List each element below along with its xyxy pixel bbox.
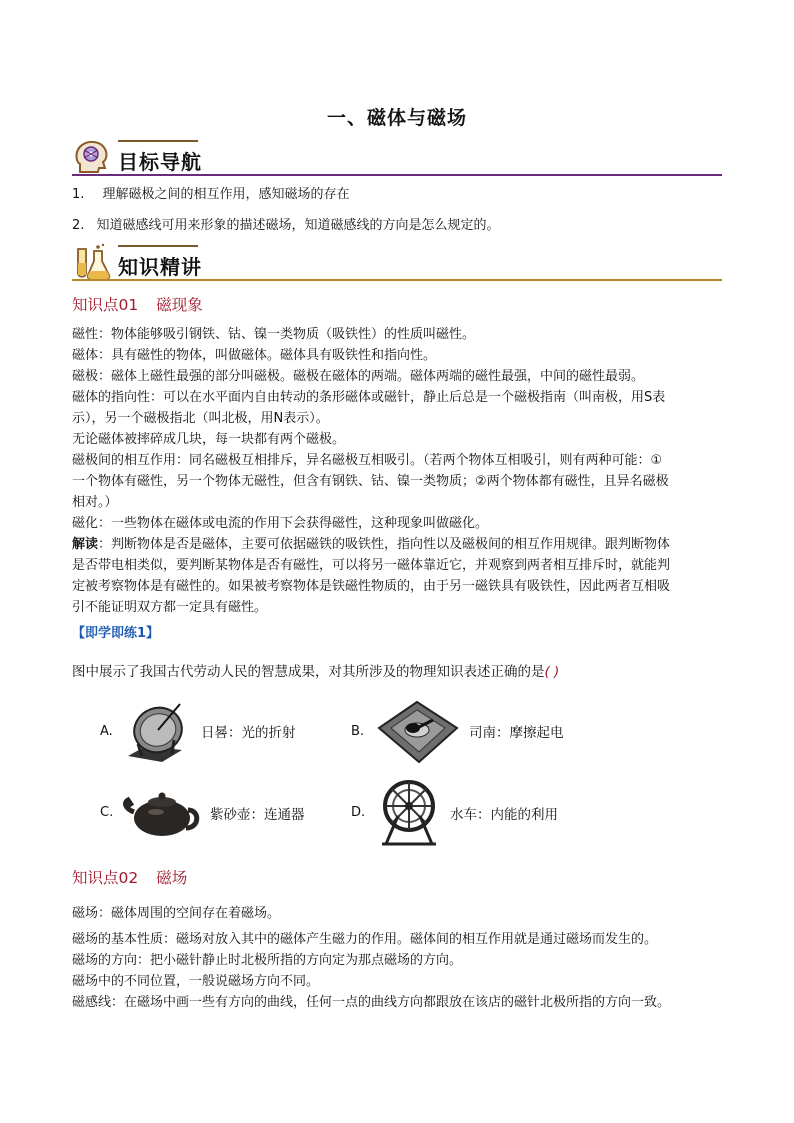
section-title: 知识精讲	[118, 255, 202, 279]
option-letter: B.	[351, 724, 365, 739]
sundial-icon	[122, 700, 194, 764]
option-text: 司南：摩擦起电	[469, 725, 564, 741]
text-line: 相对。）	[72, 495, 118, 510]
practice-label: 【即学即练1】	[72, 626, 160, 641]
text-line: 磁场中的不同位置，一般说磁场方向不同。	[72, 974, 320, 989]
goal-item	[72, 215, 724, 236]
explanation-label: 解读	[72, 537, 99, 552]
option-letter: A.	[100, 724, 113, 739]
text-line: 无论磁体被摔碎成几块，每一块都有两个磁极。	[72, 432, 346, 447]
text-line: 是否带电相类似，要判断某物体是否有磁性，可以将另一磁体靠近它，并观察到两者相互排斥时，就能判	[72, 558, 671, 573]
text-line: 磁场：磁体周围的空间存在着磁场。	[72, 906, 281, 921]
section-title: 目标导航	[118, 150, 202, 174]
explanation-line	[72, 534, 724, 555]
explanation-text: ：判断物体是否是磁体，主要可依据磁铁的吸铁性，指向性以及磁极间的相互作用规律。跟判断物体	[98, 537, 671, 552]
text-line: 磁极间的相互作用：同名磁极互相排斥，异名磁极互相吸引。（若两个物体互相吸引，则有两种可能：①	[72, 453, 663, 468]
question-text: 图中展示了我国古代劳动人民的智慧成果，对其所涉及的物理知识表述正确的是	[72, 664, 545, 680]
text-line: 磁场的基本性质：磁场对放入其中的磁体产生磁力的作用。磁体间的相互作用就是通过磁场而发生的。	[72, 932, 658, 947]
goal-number: 2.	[72, 218, 85, 233]
lab-flask-icon	[72, 243, 112, 281]
option-letter: C.	[100, 805, 114, 820]
text-line: 示），另一个磁极指北（叫北极，用N表示）。	[72, 411, 329, 426]
goal-number: 1.	[72, 187, 85, 202]
section-header-knowledge	[72, 245, 722, 281]
text-line: 磁性：物体能够吸引钢铁、钴、镍一类物质（吸铁性）的性质叫磁性。	[72, 327, 476, 342]
text-line: 定被考察物体是有磁性的。如果被考察物体是铁磁性物质的，由于另一磁铁具有吸铁性，因此两者互相吸	[72, 579, 671, 594]
text-line: 一个物体有磁性，另一个物体无磁性，但含有钢铁、钴、镍一类物质；②两个物体都有磁性，且异名磁极	[72, 474, 669, 489]
knowledge-point-name: 磁场	[156, 869, 188, 887]
option-text: 紫砂壶：连通器	[210, 807, 305, 823]
option-text: 水车：内能的利用	[450, 807, 558, 823]
knowledge-point-number: 知识点02	[72, 869, 139, 887]
compass-spoon-icon	[375, 698, 461, 766]
question	[72, 660, 722, 680]
goal-item	[72, 184, 724, 205]
brain-gear-icon	[72, 138, 112, 176]
page-title: 一、磁体与磁场	[326, 107, 467, 129]
text-line: 磁极：磁体上磁性最强的部分叫磁极。磁极在磁体的两端。磁体两端的磁性最强，中间的磁性最弱。	[72, 369, 645, 384]
answer-paren: ( )	[544, 664, 560, 680]
teapot-icon	[122, 782, 202, 842]
text-line: 磁化：一些物体在磁体或电流的作用下会获得磁性，这种现象叫做磁化。	[72, 516, 489, 531]
text-line: 磁场的方向：把小磁针静止时北极所指的方向定为那点磁场的方向。	[72, 953, 463, 968]
option-text: 日晷：光的折射	[201, 725, 296, 741]
goal-text: 理解磁极之间的相互作用，感知磁场的存在	[102, 187, 350, 202]
goal-text: 知道磁感线可用来形象的描述磁场，知道磁感线的方向是怎么规定的。	[96, 218, 500, 233]
section-header-goals	[72, 140, 722, 176]
text-line: 引不能证明双方都一定具有磁性。	[72, 600, 268, 615]
text-line: 磁体：具有磁性的物体，叫做磁体。磁体具有吸铁性和指向性。	[72, 348, 437, 363]
waterwheel-icon	[376, 776, 442, 846]
text-line: 磁体的指向性：可以在水平面内自由转动的条形磁体或磁针，静止后总是一个磁极指南（叫南极，用S表	[72, 390, 666, 405]
knowledge-point-number: 知识点01	[72, 296, 139, 314]
knowledge-point-name: 磁现象	[156, 296, 203, 314]
knowledge-point-heading	[72, 866, 187, 888]
knowledge-point-heading	[72, 293, 203, 315]
text-line: 磁感线：在磁场中画一些有方向的曲线，任何一点的曲线方向都跟放在该店的磁针北极所指的方向一致。	[72, 995, 671, 1010]
option-letter: D.	[351, 805, 366, 820]
